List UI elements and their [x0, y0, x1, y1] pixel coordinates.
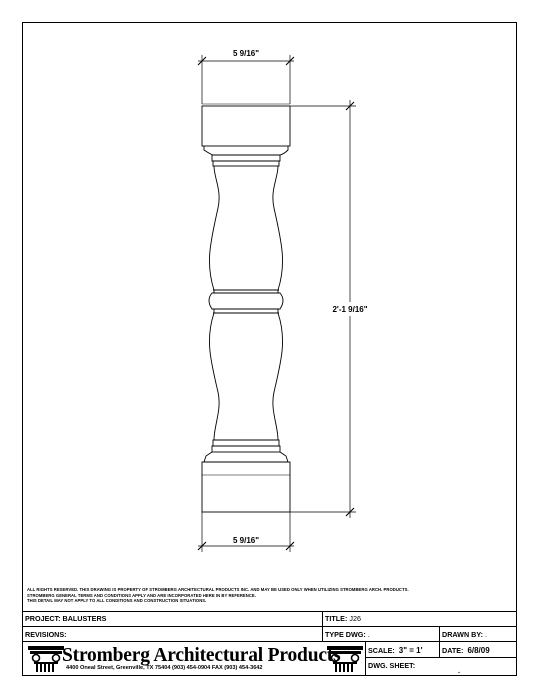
scale-label: SCALE: — [368, 646, 395, 655]
type-dwg-field — [325, 630, 370, 639]
legal-note-line: ALL RIGHTS RESERVED. THIS DRAWING IS PROPERTY OF STROMBERG ARCHITECTURAL PRODUCTS INC. AND MAY BE USED ONLY WHEN UTILIZING STROMBERG ARCH. PRODUCTS. — [27, 587, 409, 592]
bottom-width-label: 5 9/16" — [232, 536, 260, 545]
title-block-rule — [365, 657, 517, 658]
baluster-top-block — [202, 106, 290, 146]
height-label: 2'-1 9/16" — [332, 305, 368, 314]
legal-notes — [27, 587, 515, 604]
type-dwg-label: TYPE DWG: — [325, 630, 366, 639]
title-block-rule — [22, 626, 517, 627]
title-label: TITLE: — [325, 614, 348, 623]
baluster-top-necking — [204, 146, 288, 155]
title-field-label — [325, 614, 361, 623]
revisions-field: REVISIONS: — [25, 630, 67, 639]
date-field — [442, 646, 490, 655]
company-name: Stromberg Architectural Products — [62, 645, 341, 666]
title-block-divider — [439, 626, 440, 657]
date-label: DATE: — [442, 646, 464, 655]
dwg-sheet-field: DWG. SHEET: — [368, 661, 416, 670]
title-block-divider — [322, 611, 323, 641]
top-width-label: 5 9/16" — [232, 49, 260, 58]
baluster-upper-vase — [209, 166, 282, 290]
baluster-bottom-necking — [204, 452, 288, 462]
type-dwg-value: . — [367, 630, 370, 639]
baluster-lower-vase — [209, 313, 282, 440]
company-address: 4400 Oneal Street, Greenville, TX 75404 (903) 454-0904 FAX (903) 454-3642 — [66, 665, 263, 671]
baluster-middle-ring — [209, 293, 283, 309]
scale-value: 3" = 1' — [398, 646, 423, 655]
scale-field — [368, 646, 422, 655]
baluster-bottom-block — [202, 462, 290, 512]
legal-note-line: STROMBERG GENERAL TERMS AND CONDITIONS APPLY AND ARE INCORPORATED HERE IN BY REFERENCE. — [27, 592, 256, 598]
title-block-rule — [22, 641, 517, 642]
drawn-by-field — [442, 630, 487, 639]
project-field: PROJECT: BALUSTERS — [25, 614, 107, 623]
date-value: 6/8/09 — [467, 646, 490, 655]
stromberg-capital-logo-left-icon — [28, 646, 64, 672]
drawn-by-label: DRAWN BY: — [442, 630, 483, 639]
legal-note-line: THIS DETAIL MAY NOT APPLY TO ALL CONDITIONS AND CONSTRUCTION SITUATIONS. — [27, 598, 207, 604]
title-value: J26 — [349, 614, 361, 623]
drawn-by-value: . — [485, 630, 487, 639]
title-block-divider — [365, 641, 366, 676]
dwg-sheet-value: . — [458, 666, 460, 675]
